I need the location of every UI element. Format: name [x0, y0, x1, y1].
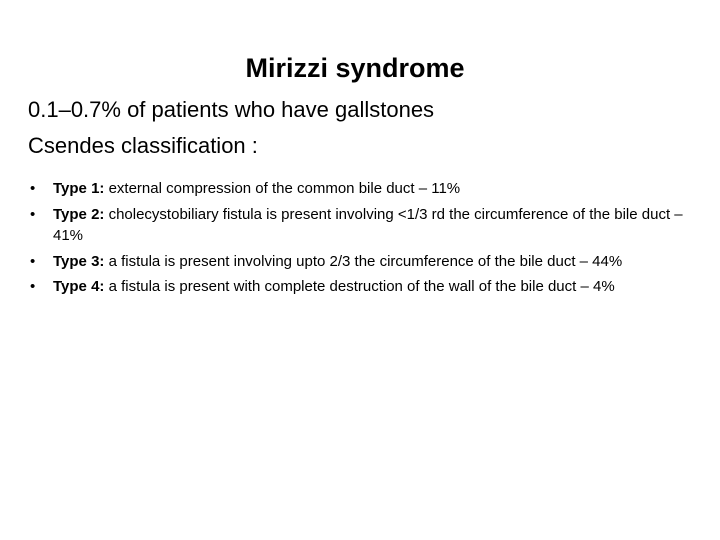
- list-item-type-3: [28, 251, 698, 273]
- classification-heading: Csendes classification :: [28, 133, 258, 158]
- slide-body: [28, 92, 698, 302]
- type-description: a fistula is present with complete destruction of the wall of the bile duct – 4%: [104, 278, 615, 295]
- bullet-icon: •: [30, 205, 36, 223]
- classification-list: [28, 178, 698, 298]
- type-description: external compression of the common bile duct – 11%: [104, 180, 461, 197]
- bullet-icon: •: [30, 180, 36, 197]
- type-label: Type 2:: [53, 205, 105, 223]
- list-item-type-1: [28, 178, 698, 200]
- bullet-icon: •: [30, 278, 36, 295]
- incidence-line: 0.1–0.7% of patients who have gallstones: [28, 97, 435, 122]
- bullet-icon: •: [30, 252, 36, 270]
- type-label: Type 3:: [53, 252, 105, 270]
- type-description: cholecystobiliary fistula is present involving <1/3 rd the circumference of the bile duct – 41%: [53, 205, 683, 244]
- type-description: a fistula is present involving upto 2/3 the circumference of the bile duct – 44%: [104, 252, 623, 270]
- list-item-type-4: [28, 276, 698, 298]
- slide-title: Mirizzi syndrome: [245, 53, 465, 83]
- list-item-type-2: [28, 204, 698, 247]
- type-label: Type 1:: [53, 180, 105, 197]
- type-label: Type 4:: [53, 278, 105, 295]
